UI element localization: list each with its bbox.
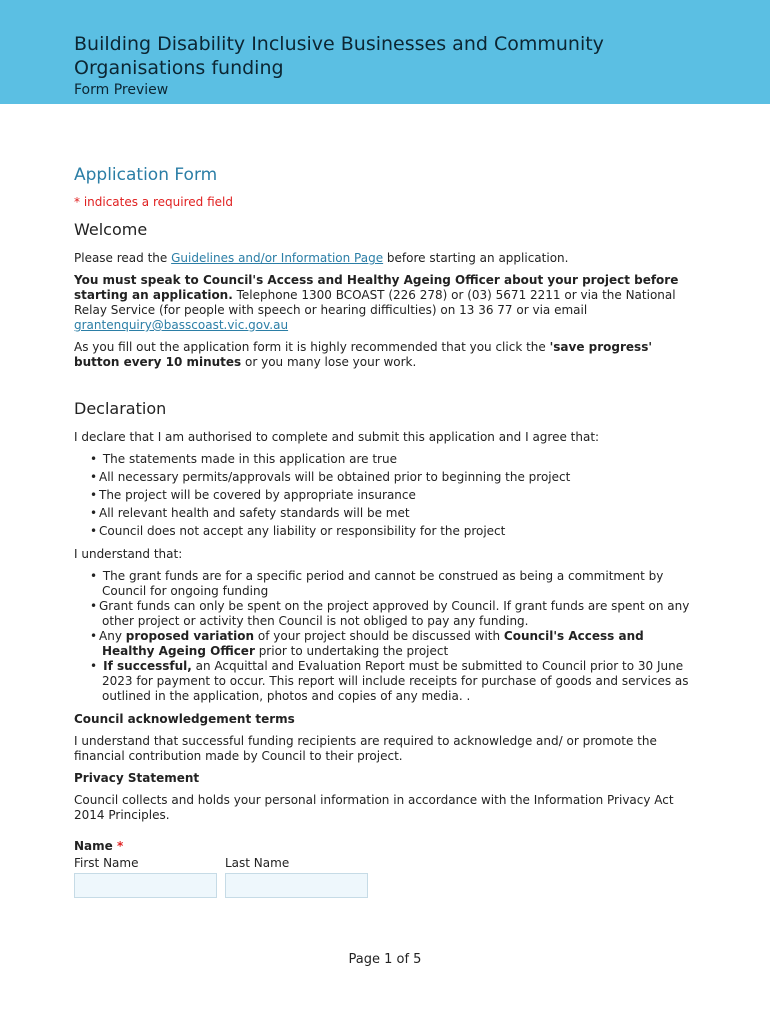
welcome-paragraph-contact — [74, 273, 694, 333]
declaration-heading: Declaration — [74, 399, 167, 418]
list-text: an Acquittal and Evaluation Report must be submitted to Council prior to 30 June 2023 for payment to occur. This report will include receipts for purchase of goods and services as outlined in the application, photos and copies of any media. . — [102, 659, 689, 703]
list-item: • The statements made in this application are true — [90, 452, 694, 467]
name-field-label — [74, 839, 694, 854]
list-item: • All relevant health and safety standards will be met — [90, 506, 694, 521]
list-bold-text: Council's Access and Healthy Ageing Officer — [102, 629, 644, 658]
list-item: • All necessary permits/approvals will be obtained prior to beginning the project — [90, 470, 694, 485]
welcome-text: before starting an application. — [383, 251, 569, 265]
name-label-text: Name — [74, 839, 113, 853]
list-text: of your project should be discussed with — [254, 629, 504, 643]
list-item: • The grant funds are for a specific period and cannot be construed as being a commitment by Council for ongoing funding — [90, 569, 694, 599]
required-field-note: * indicates a required field — [74, 195, 233, 209]
list-item — [90, 629, 694, 659]
privacy-heading: Privacy Statement — [74, 771, 200, 785]
last-name-label: Last Name — [225, 856, 290, 870]
acknowledgement-heading: Council acknowledgement terms — [74, 712, 295, 726]
welcome-bold-text: You must speak to Council's Access and Healthy Ageing Officer about your project before starting an application. — [74, 273, 679, 302]
name-field-row — [74, 856, 694, 898]
page-title: Building Disability Inclusive Businesses and Community Organisations funding — [74, 33, 604, 79]
last-name-input[interactable] — [225, 873, 368, 898]
first-name-input[interactable] — [74, 873, 217, 898]
declaration-intro: I declare that I am authorised to complete and submit this application and I agree that: — [74, 430, 600, 444]
declaration-list — [74, 452, 694, 539]
acknowledgement-text: I understand that successful funding recipients are required to acknowledge and/ or promote the financial contribution made by Council to their project. — [74, 734, 657, 763]
form-content — [74, 165, 694, 898]
welcome-text: or you many lose your work. — [241, 355, 417, 369]
welcome-bold-text: 'save progress' button every 10 minutes — [74, 340, 653, 369]
list-item: • Grant funds can only be spent on the project approved by Council. If grant funds are spent on any other project or activity then Council is not obliged to pay any funding. — [90, 599, 694, 629]
privacy-text: Council collects and holds your personal information in accordance with the Information Privacy Act 2014 Principles. — [74, 793, 674, 822]
form-title: Application Form — [74, 165, 218, 185]
list-item: • The project will be covered by appropriate insurance — [90, 488, 694, 503]
welcome-heading: Welcome — [74, 220, 148, 239]
welcome-text: Please read the — [74, 251, 172, 265]
welcome-text: As you fill out the application form it is highly recommended that you click the — [74, 340, 550, 354]
page-subtitle: Form Preview — [74, 82, 169, 98]
welcome-paragraph-guidelines — [74, 251, 694, 266]
first-name-group — [74, 856, 217, 898]
list-item — [90, 659, 694, 704]
list-text: prior to undertaking the project — [254, 644, 449, 658]
understand-intro: I understand that: — [74, 547, 183, 561]
first-name-label: First Name — [74, 856, 139, 870]
list-text: Any — [99, 629, 126, 643]
guidelines-link[interactable]: Guidelines and/or Information Page — [171, 251, 384, 265]
required-asterisk: * — [116, 839, 124, 853]
page-number: Page 1 of 5 — [348, 952, 422, 967]
welcome-paragraph-save — [74, 340, 694, 370]
list-item: • Council does not accept any liability or responsibility for the project — [90, 524, 694, 539]
email-link[interactable]: grantenquiry@basscoast.vic.gov.au — [74, 318, 289, 332]
welcome-text: Telephone 1300 BCOAST (226 278) or (03) 5671 2211 or via the National Relay Service (for people with speech or hearing difficulties) on 13 36 77 or via email — [74, 288, 676, 317]
understand-list — [74, 569, 694, 704]
page-header — [0, 0, 770, 104]
list-bold-text: proposed variation — [125, 629, 255, 643]
list-bold-text: If successful, — [99, 659, 192, 673]
last-name-group — [225, 856, 368, 898]
